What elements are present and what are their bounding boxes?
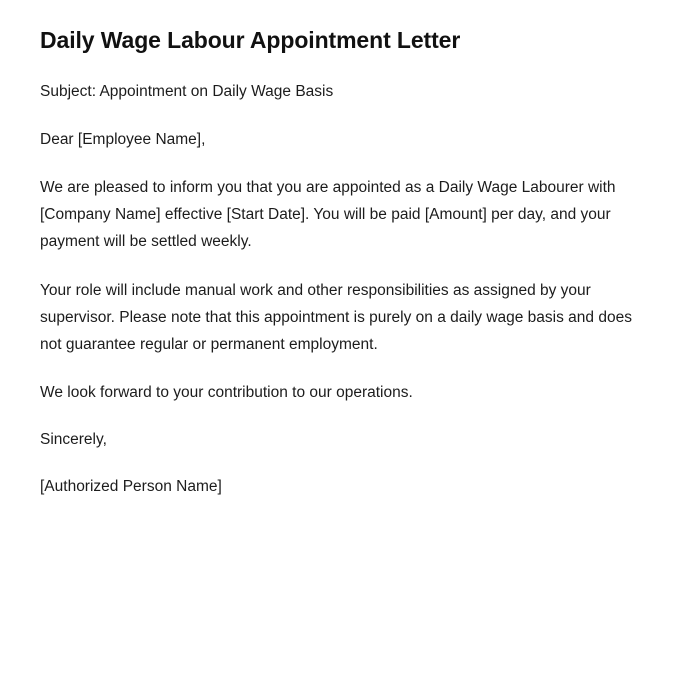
body-paragraph-2: Your role will include manual work and other responsibilities as assigned by your supervisor. Please note that this appointment is purely on a daily wage basis and does not guarantee regular or permanent employment.: [40, 281, 632, 353]
sign-off: Sincerely,: [40, 431, 107, 449]
closing-statement: We look forward to your contribution to our operations.: [40, 383, 413, 401]
subject-line: Subject: Appointment on Daily Wage Basis: [40, 82, 334, 100]
body-paragraph-1: We are pleased to inform you that you are appointed as a Daily Wage Labourer with [Company Name] effective [Start Date]. You will be paid [Amount] per day, and your payment will be settled weekly.: [40, 179, 616, 251]
page-title: Daily Wage Labour Appointment Letter: [40, 27, 461, 53]
signature-name: [Authorized Person Name]: [40, 478, 222, 496]
salutation: Dear [Employee Name],: [40, 131, 206, 149]
